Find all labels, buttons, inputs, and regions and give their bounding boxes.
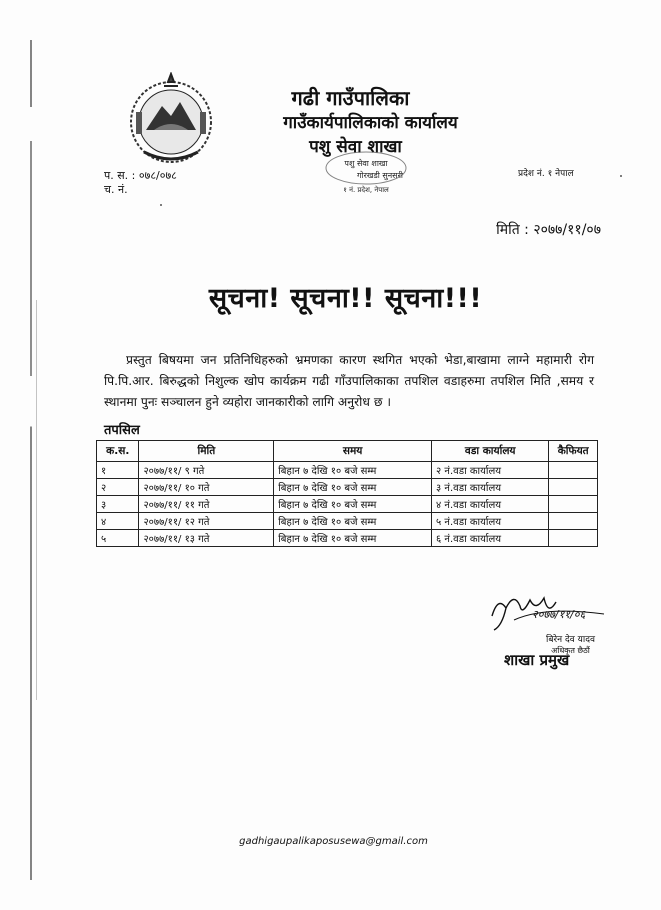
cell-time: बिहान ७ देखि १० बजे सम्म bbox=[274, 530, 432, 547]
cell-ward-office: ३ नं.वडा कार्यालय bbox=[432, 479, 549, 496]
scan-speck bbox=[620, 175, 622, 177]
cell-serial: २ bbox=[97, 479, 139, 496]
notice-heading: सूचना! सूचना!! सूचना!!! bbox=[208, 283, 483, 314]
handwritten-signature-icon bbox=[484, 586, 614, 632]
dispatch-number: च. नं. bbox=[104, 183, 128, 196]
cell-time: बिहान ७ देखि १० बजे सम्म bbox=[274, 513, 432, 530]
cell-ward-office: ६ नं.वडा कार्यालय bbox=[432, 530, 549, 547]
cell-serial: ४ bbox=[97, 513, 139, 530]
column-header: कैफियत bbox=[549, 441, 598, 462]
office-name: गाउँकार्यपालिकाको कार्यालय bbox=[283, 113, 458, 133]
table-row bbox=[97, 479, 598, 496]
scan-edge-mark bbox=[30, 40, 32, 880]
column-header: मिति bbox=[139, 441, 274, 462]
scan-speck bbox=[160, 204, 162, 206]
table-header-row bbox=[97, 441, 598, 462]
svg-text:२०७७/११/०६: २०७७/११/०६ bbox=[532, 608, 586, 621]
cell-date: २०७७/११/ ९ गते bbox=[139, 462, 274, 479]
letter-number: प. स. : ०७८/०७८ bbox=[104, 169, 177, 182]
table-row bbox=[97, 530, 598, 547]
notice-body: प्रस्तुत बिषयमा जन प्रतिनिधिहरुको भ्रमणका कारण स्थगित भएको भेडा,बाखामा लाग्ने महामारी रोग पि.पि.आर. बिरुद्धको निशुल्क खोप कार्यक्रम गढी गाँउपालिकाका तपशिल वडाहरुमा तपशिल मिति ,समय र स्थानमा पुनः सञ्चालन हुने व्यहोरा जानकारीको लागि अनुरोध छ । bbox=[104, 353, 594, 409]
footer-email: gadhigaupalikaposusewa@gmail.com bbox=[239, 836, 428, 847]
table-row bbox=[97, 462, 598, 479]
svg-text:गोरखडी सुनसरी: गोरखडी सुनसरी bbox=[357, 171, 403, 180]
cell-serial: १ bbox=[97, 462, 139, 479]
cell-time: बिहान ७ देखि १० बजे सम्म bbox=[274, 496, 432, 513]
table-row bbox=[97, 513, 598, 530]
signatory-name: बिरेन देव यादव bbox=[546, 635, 595, 645]
signatory-title: शाखा प्रमुख bbox=[504, 651, 570, 669]
cell-date: २०७७/११/ ११ गते bbox=[139, 496, 274, 513]
section-name: पशु सेवा शाखा bbox=[309, 137, 402, 157]
svg-text:पशु सेवा शाखा: पशु सेवा शाखा bbox=[344, 159, 388, 168]
cell-time: बिहान ७ देखि १० बजे सम्म bbox=[274, 479, 432, 496]
table-row bbox=[97, 496, 598, 513]
cell-remarks bbox=[549, 462, 598, 479]
cell-serial: ५ bbox=[97, 530, 139, 547]
cell-ward-office: २ नं.वडा कार्यालय bbox=[432, 462, 549, 479]
column-header: समय bbox=[274, 441, 432, 462]
signatory-designation: अधिकृत छैठौं bbox=[551, 646, 590, 655]
cell-time: बिहान ७ देखि १० बजे सम्म bbox=[274, 462, 432, 479]
table-caption: तपसिल bbox=[104, 423, 140, 438]
column-header: वडा कार्यालय bbox=[432, 441, 549, 462]
cell-ward-office: ५ नं.वडा कार्यालय bbox=[432, 513, 549, 530]
schedule-table bbox=[96, 440, 598, 547]
cell-date: २०७७/११/ १० गते bbox=[139, 479, 274, 496]
column-header: क.स. bbox=[97, 441, 139, 462]
cell-remarks bbox=[549, 530, 598, 547]
cell-date: २०७७/११/ १२ गते bbox=[139, 513, 274, 530]
org-name: गढी गाउँपालिका bbox=[291, 86, 410, 110]
province-label: प्रदेश नं. १ नेपाल bbox=[518, 169, 574, 179]
svg-text:१ नं. प्रदेश, नेपाल: १ नं. प्रदेश, नेपाल bbox=[343, 186, 389, 194]
cell-remarks bbox=[549, 513, 598, 530]
cell-remarks bbox=[549, 496, 598, 513]
office-stamp-icon bbox=[318, 148, 414, 196]
cell-date: २०७७/११/ १३ गते bbox=[139, 530, 274, 547]
document-date: मिति : २०७७/११/०७ bbox=[496, 222, 601, 238]
cell-serial: ३ bbox=[97, 496, 139, 513]
cell-remarks bbox=[549, 479, 598, 496]
cell-ward-office: ४ नं.वडा कार्यालय bbox=[432, 496, 549, 513]
